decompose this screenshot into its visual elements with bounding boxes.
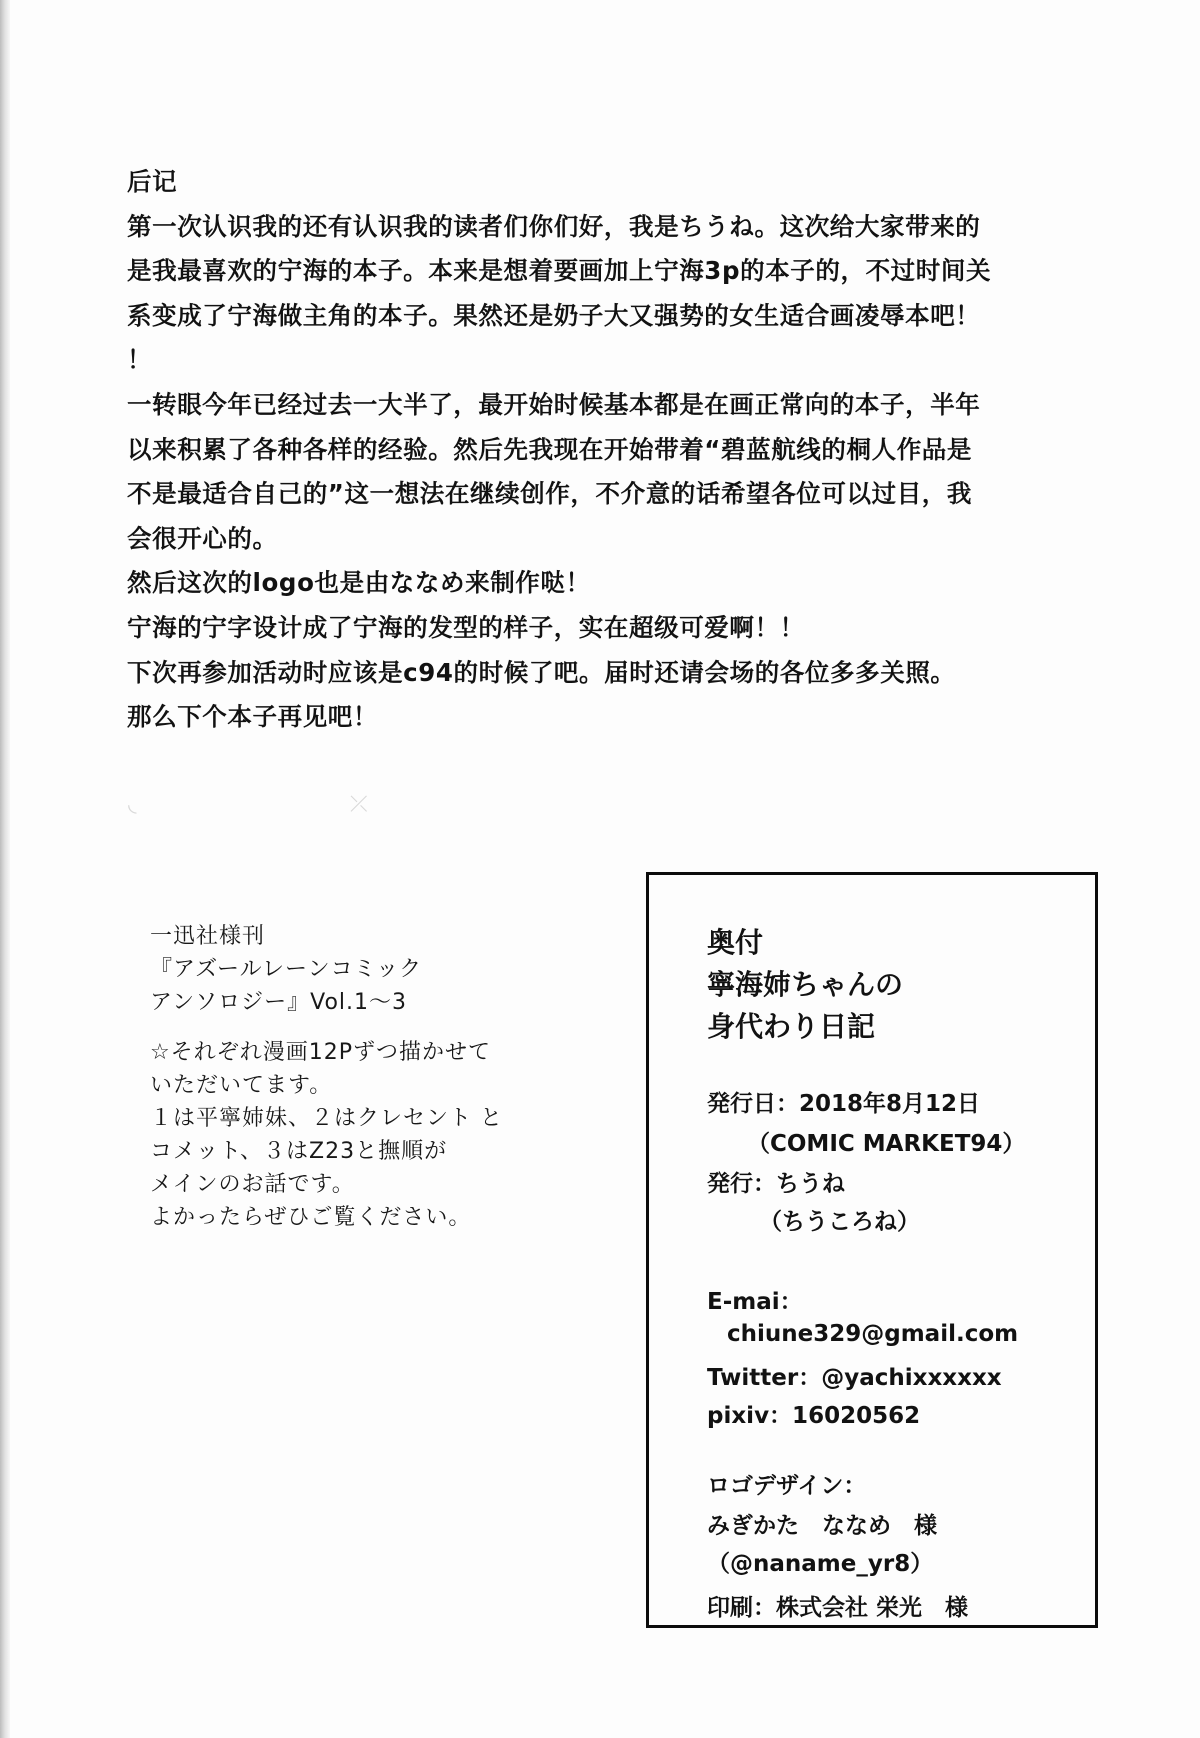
printer: 印刷：株式会社 栄光 様: [707, 1595, 969, 1621]
afterword-line: 那么下个本子再见吧！: [127, 702, 378, 732]
afterword-line: ！: [127, 345, 153, 375]
afterword-line: 以来积累了各种各样的经验。然后先我现在开始带着“碧蓝航线的桐人作品是: [127, 434, 972, 464]
logo-design-label: ロゴデザイン：: [707, 1473, 867, 1499]
spacer: [150, 1019, 620, 1036]
pixiv-id: pixiv：16020562: [707, 1403, 921, 1429]
afterword-line: 宁海的宁字设计成了宁海的发型的样子，实在超级可爱啊！！: [127, 612, 805, 642]
email-address: chiune329@gmail.com: [727, 1321, 1019, 1347]
page-spine-shadow: [0, 0, 10, 1738]
afterword-line: 是我最喜欢的宁海的本子。本来是想着要画加上宁海3p的本子的，不过时间关: [127, 256, 992, 286]
anthology-note: コメット、３はZ23と撫順が: [150, 1139, 448, 1164]
issue-date: 発行日：2018年8月12日: [707, 1091, 981, 1117]
afterword-line: 第一次认识我的还有认识我的读者们你们好，我是ちうね。这次给大家带来的: [127, 211, 981, 241]
page-smudge: ⤫: [350, 792, 368, 817]
anthology-title: 『アズールレーンコミック: [150, 957, 423, 982]
anthology-note: １は平寧姉妹、２はクレセント と: [150, 1106, 503, 1131]
afterword-line: 一转眼今年已经过去一大半了，最开始时候基本都是在画正常向的本子，半年: [127, 389, 981, 419]
anthology-note: いただいてます。: [150, 1073, 333, 1098]
colophon-box: [646, 872, 1098, 1628]
twitter-handle: Twitter：@yachixxxxxx: [707, 1365, 1002, 1391]
anthology-note: よかったらぜひご覧ください。: [150, 1205, 472, 1230]
colophon-heading: 奥付: [707, 926, 764, 959]
anthology-note: メインのお話です。: [150, 1172, 355, 1197]
afterword-text: [127, 160, 1087, 740]
afterword-line: 系变成了宁海做主角的本子。果然还是奶子大又强势的女生适合画凌辱本吧！: [127, 300, 981, 330]
anthology-publisher: 一迅社様刊: [150, 924, 266, 949]
anthology-note: ☆それぞれ漫画12Pずつ描かせて: [150, 1040, 491, 1065]
afterword-line: 然后这次的logo也是由ななめ来制作哒！: [127, 568, 591, 598]
anthology-title: アンソロジー』Vol.1～3: [150, 990, 408, 1015]
anthology-notice: [150, 920, 620, 1234]
publisher: 発行：ちうね: [707, 1171, 845, 1197]
afterword-line: 不是最适合自己的”这一想法在继续创作，不介意的话希望各位可以过目，我: [127, 479, 972, 509]
book-title-line1: 寧海姉ちゃんの: [707, 968, 904, 1001]
email-label: E-mai：: [707, 1289, 803, 1315]
logo-designer-handle: （@naname_yr8）: [707, 1551, 934, 1577]
page-smudge: ◟: [128, 792, 137, 817]
event-name: （COMIC MARKET94）: [747, 1131, 1026, 1157]
logo-designer: みぎかた ななめ 様: [707, 1513, 937, 1539]
afterword-heading: 后记: [127, 167, 178, 196]
book-title-line2: 身代わり日記: [707, 1010, 876, 1043]
afterword-line: 会很开心的。: [127, 523, 278, 553]
circle-name: （ちうころね）: [759, 1209, 920, 1235]
afterword-line: 下次再参加活动时应该是c94的时候了吧。届时还请会场的各位多多关照。: [127, 657, 956, 687]
